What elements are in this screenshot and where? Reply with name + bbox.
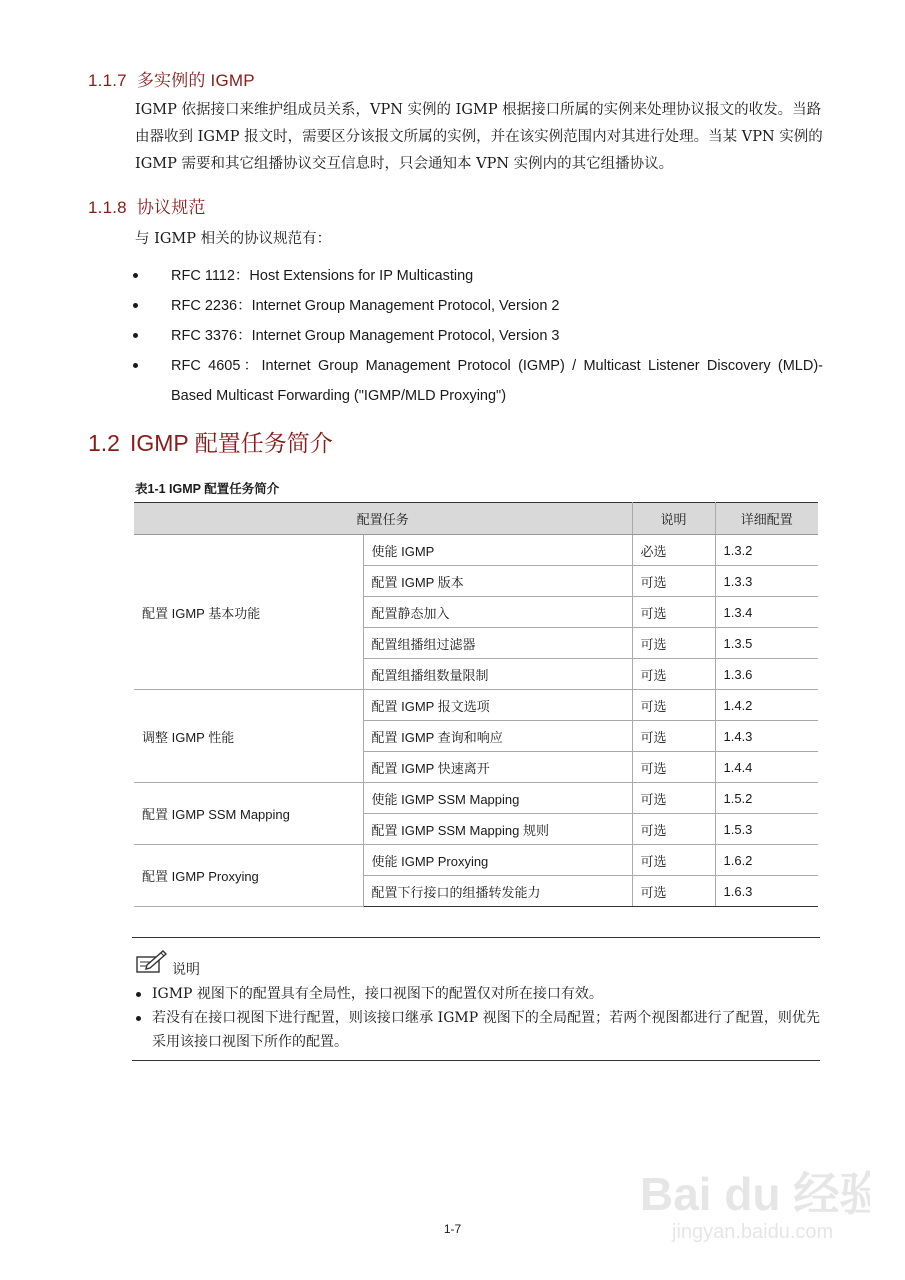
desc-cell: 可选 xyxy=(632,721,715,752)
list-item: RFC 4605：Internet Group Management Protocol (IGMP) / Multicast Listener Discovery (MLD)-Based Multicast Forwarding ("IGMP/MLD Proxying") xyxy=(133,351,823,411)
group-cell: 调整 IGMP 性能 xyxy=(134,690,363,783)
rfc-list xyxy=(133,261,823,411)
task-cell: 使能 IGMP SSM Mapping xyxy=(363,783,632,814)
section-number: 1.1.7 xyxy=(88,71,127,90)
table-header-row xyxy=(134,503,818,535)
task-cell: 配置静态加入 xyxy=(363,597,632,628)
task-cell: 配置 IGMP SSM Mapping 规则 xyxy=(363,814,632,845)
section-heading-1-1-7 xyxy=(88,66,255,91)
detail-cell: 1.3.6 xyxy=(715,659,818,690)
section-heading-1-2 xyxy=(88,425,333,458)
table-caption: 表1-1 IGMP 配置任务简介 xyxy=(135,482,280,496)
note-label: 说明 xyxy=(172,962,200,978)
table-row xyxy=(134,535,818,566)
desc-cell: 可选 xyxy=(632,566,715,597)
task-cell: 配置 IGMP 报文选项 xyxy=(363,690,632,721)
header-desc: 说明 xyxy=(632,503,715,535)
section-title: 多实例的 IGMP xyxy=(136,71,255,90)
bullet-icon xyxy=(136,1016,141,1021)
group-cell: 配置 IGMP SSM Mapping xyxy=(134,783,363,845)
bullet-icon xyxy=(133,333,138,338)
detail-cell: 1.3.4 xyxy=(715,597,818,628)
header-task: 配置任务 xyxy=(134,503,632,535)
detail-cell: 1.3.3 xyxy=(715,566,818,597)
desc-cell: 可选 xyxy=(632,876,715,907)
list-item: RFC 2236：Internet Group Management Protocol, Version 2 xyxy=(133,291,823,321)
desc-cell: 可选 xyxy=(632,814,715,845)
desc-cell: 可选 xyxy=(632,597,715,628)
desc-cell: 可选 xyxy=(632,845,715,876)
header-detail: 详细配置 xyxy=(715,503,818,535)
bullet-icon xyxy=(136,992,141,997)
bullet-icon xyxy=(133,363,138,368)
paragraph-text: IGMP 依据接口来维护组成员关系，VPN 实例的 IGMP 根据接口所属的实例来处理协议报文的收发。当路由器收到 IGMP 报文时，需要区分该报文所属的实例，并在该实例范围内对其进行处理。当某 VPN 实例的 IGMP 需要和其它组播协议交互信息时，只会通知本 VPN 实例内的其它组播协议。 xyxy=(135,102,823,172)
section-title: IGMP 配置任务简介 xyxy=(129,430,333,456)
task-cell: 配置下行接口的组播转发能力 xyxy=(363,876,632,907)
group-cell: 配置 IGMP 基本功能 xyxy=(134,535,363,690)
desc-cell: 可选 xyxy=(632,628,715,659)
task-cell: 使能 IGMP xyxy=(363,535,632,566)
section-title: 协议规范 xyxy=(136,198,206,217)
detail-cell: 1.5.2 xyxy=(715,783,818,814)
note-box xyxy=(132,937,820,1061)
task-cell: 配置 IGMP 查询和响应 xyxy=(363,721,632,752)
desc-cell: 必选 xyxy=(632,535,715,566)
table-row xyxy=(134,690,818,721)
section-number: 1.2 xyxy=(88,430,120,456)
note-list xyxy=(134,982,820,1054)
page-number: 1-7 xyxy=(443,1222,462,1236)
note-pencil-icon xyxy=(134,948,168,979)
detail-cell: 1.3.2 xyxy=(715,535,818,566)
section-number: 1.1.8 xyxy=(88,198,127,217)
desc-cell: 可选 xyxy=(632,752,715,783)
svg-text:Bai du 经验: Bai du 经验 xyxy=(640,1168,870,1220)
section-heading-1-1-8 xyxy=(88,193,206,218)
desc-cell: 可选 xyxy=(632,783,715,814)
list-item: IGMP 视图下的配置具有全局性，接口视图下的配置仅对所在接口有效。 xyxy=(134,982,820,1006)
table-row xyxy=(134,845,818,876)
desc-cell: 可选 xyxy=(632,690,715,721)
task-cell: 配置 IGMP 快速离开 xyxy=(363,752,632,783)
detail-cell: 1.4.3 xyxy=(715,721,818,752)
list-item: 若没有在接口视图下进行配置，则该接口继承 IGMP 视图下的全局配置；若两个视图都进行了配置，则优先采用该接口视图下所作的配置。 xyxy=(134,1006,820,1054)
config-task-table xyxy=(134,502,818,907)
detail-cell: 1.4.4 xyxy=(715,752,818,783)
list-item: RFC 3376：Internet Group Management Protocol, Version 3 xyxy=(133,321,823,351)
detail-cell: 1.6.2 xyxy=(715,845,818,876)
table-row xyxy=(134,783,818,814)
svg-text:jingyan.baidu.com: jingyan.baidu.com xyxy=(672,1221,834,1243)
task-cell: 使能 IGMP Proxying xyxy=(363,845,632,876)
desc-cell: 可选 xyxy=(632,659,715,690)
detail-cell: 1.4.2 xyxy=(715,690,818,721)
task-cell: 配置组播组过滤器 xyxy=(363,628,632,659)
bullet-icon xyxy=(133,303,138,308)
baidu-watermark-logo xyxy=(640,1150,870,1255)
detail-cell: 1.3.5 xyxy=(715,628,818,659)
bullet-icon xyxy=(133,273,138,278)
note-header xyxy=(134,948,200,979)
detail-cell: 1.5.3 xyxy=(715,814,818,845)
section-paragraph xyxy=(135,97,825,178)
group-cell: 配置 IGMP Proxying xyxy=(134,845,363,907)
list-item: RFC 1112：Host Extensions for IP Multicasting xyxy=(133,261,823,291)
detail-cell: 1.6.3 xyxy=(715,876,818,907)
task-cell: 配置 IGMP 版本 xyxy=(363,566,632,597)
rfc-intro: 与 IGMP 相关的协议规范有： xyxy=(135,231,332,247)
task-cell: 配置组播组数量限制 xyxy=(363,659,632,690)
